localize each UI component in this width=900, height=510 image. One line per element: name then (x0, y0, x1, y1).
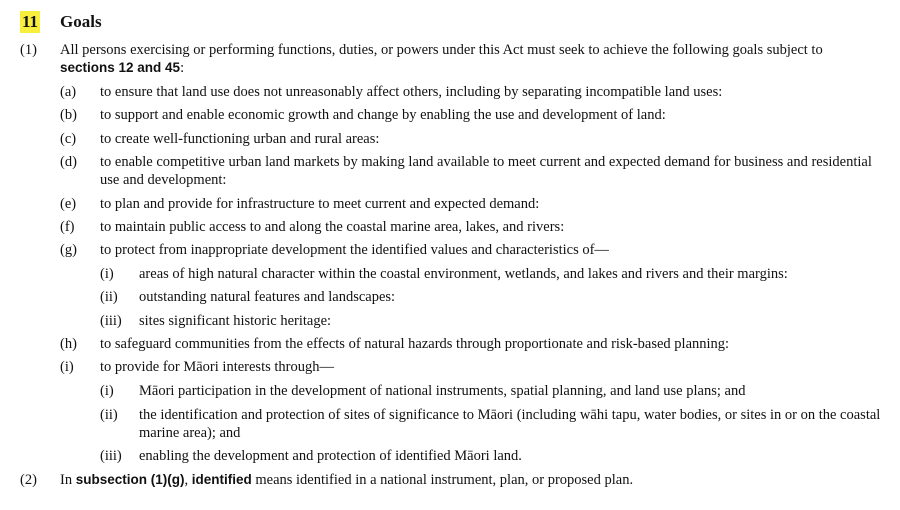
paragraph-text: to enable competitive urban land markets by making land available to meet current and expected demand for business and residential use and development: (100, 154, 872, 188)
paragraph-label: (g) (60, 242, 77, 258)
paragraph-label: (c) (60, 131, 77, 147)
section-number: 11 (22, 12, 39, 31)
subparagraph-text: enabling the development and protection of identified Māori land. (139, 448, 522, 464)
paragraph-text: to plan and provide for infrastructure to meet current and expected demand: (100, 196, 540, 212)
paragraph-label: (b) (60, 107, 77, 123)
subparagraph-text: areas of high natural character within the coastal environment, wetlands, and lakes and rivers and their margins: (139, 266, 788, 282)
subparagraph-label: (ii) (100, 407, 118, 423)
cross-reference-link[interactable]: subsection (1)(g) (75, 472, 185, 487)
subparagraph-label: (ii) (100, 289, 118, 305)
paragraph-label: (i) (60, 359, 74, 375)
subparagraph-label: (i) (100, 383, 114, 399)
section-title: Goals (60, 12, 102, 31)
paragraph-label: (e) (60, 196, 77, 212)
paragraph-label: (d) (60, 154, 77, 170)
paragraph-label: (h) (60, 336, 77, 352)
subparagraph-label: (iii) (100, 313, 122, 329)
paragraph-text: to support and enable economic growth and change by enabling the use and development of land: (100, 107, 666, 123)
subparagraph-label: (i) (100, 266, 114, 282)
subparagraph-text: Māori participation in the development of national instruments, spatial planning, and land use plans; and (139, 383, 746, 399)
paragraph-label: (a) (60, 84, 77, 100)
paragraph-text: to ensure that land use does not unreasonably affect others, including by separating incompatible land uses: (100, 84, 723, 100)
paragraph-label: (f) (60, 219, 75, 235)
paragraph-text: to maintain public access to and along the coastal marine area, lakes, and rivers: (100, 219, 565, 235)
paragraph-text: to safeguard communities from the effects of natural hazards through proportionate and risk-based planning: (100, 336, 730, 352)
paragraph-text: to protect from inappropriate development the identified values and characteristics of— (100, 242, 609, 258)
subsection-text: All persons exercising or performing functions, duties, or powers under this Act must seek to achieve the following goals subject to sections 12 and 45: (60, 42, 823, 76)
paragraph-text: to provide for Māori interests through— (100, 359, 334, 375)
cross-reference-link[interactable]: sections 12 and 45 (60, 60, 181, 75)
subsection-label: (2) (20, 472, 37, 488)
paragraph-text: to create well-functioning urban and rural areas: (100, 131, 380, 147)
subparagraph-text: the identification and protection of sites of significance to Māori (including wāhi tapu, water bodies, or sites in or on the coastal marine area); and (139, 407, 881, 441)
subsection-label: (1) (20, 42, 37, 58)
subparagraph-text: sites significant historic heritage: (139, 313, 332, 329)
subsection-text: In subsection (1)(g), identified means identified in a national instrument, plan, or proposed plan. (60, 472, 634, 488)
subparagraph-label: (iii) (100, 448, 122, 464)
defined-term: identified (191, 472, 252, 487)
subparagraph-text: outstanding natural features and landscapes: (139, 289, 396, 305)
